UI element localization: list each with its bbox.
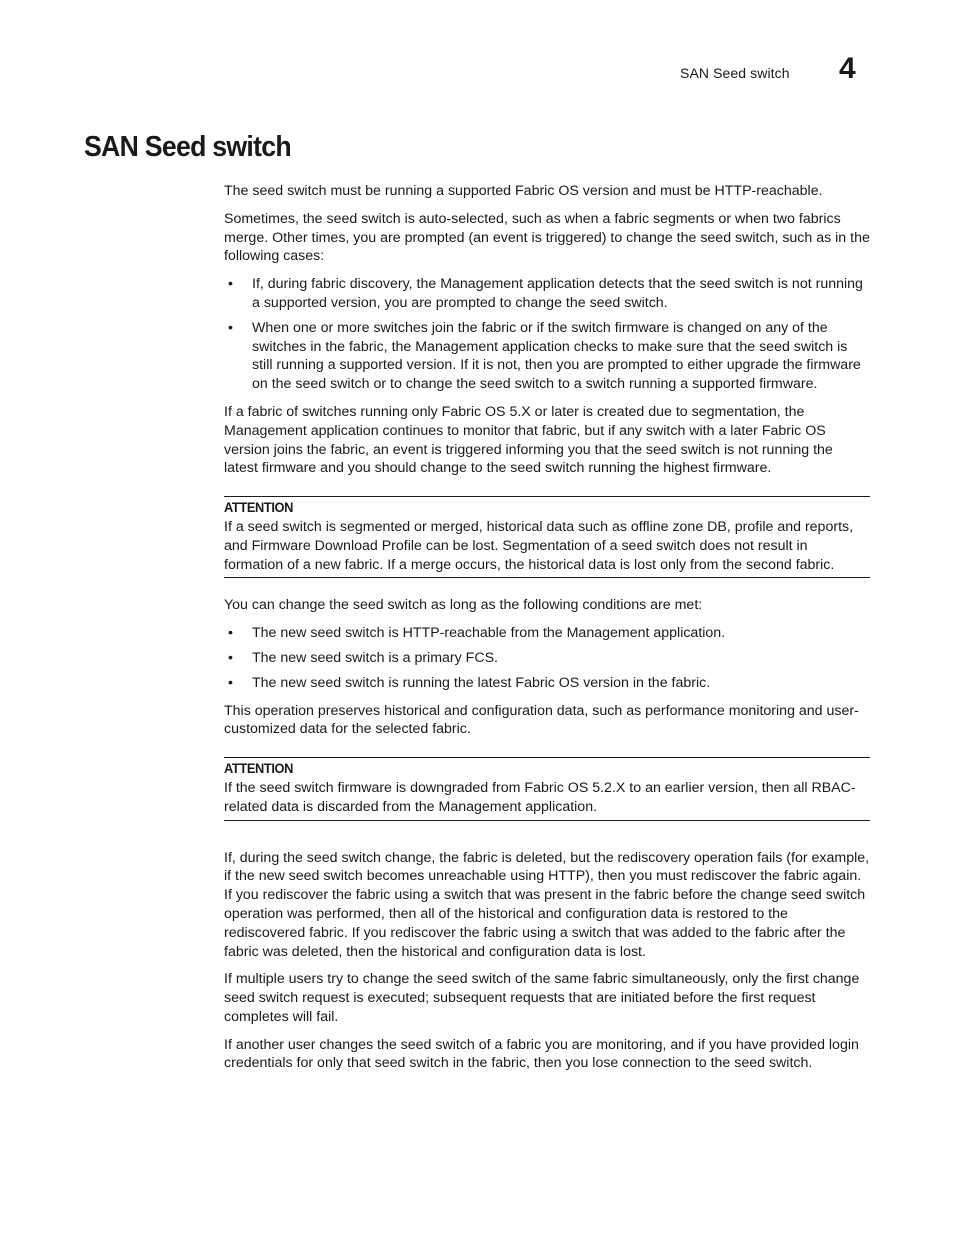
list-item-text: The new seed switch is running the latest Fabric OS version in the fabric. [252,674,711,691]
bullet-icon: • [228,625,233,642]
list-item [224,275,870,313]
attention-box [224,496,870,578]
paragraph: If, during the seed switch change, the fabric is deleted, but the rediscovery operation fails (for example, if the new seed switch becomes unreachable using HTTP), then you must rediscover the fabric again. If you rediscover the fabric using a switch that was present in the fabric before the change seed switch operation was performed, then all of the historical and configuration data is restored to the rediscovered fabric. If you rediscover the fabric using a switch that was added to the fabric after the fabric was deleted, then the historical and configuration data is lost. [224,849,870,960]
attention-text: If the seed switch firmware is downgraded from Fabric OS 5.2.X to an earlier version, then all RBAC-related data is discarded from the Management application. [224,779,856,815]
chapter-number: 4 [839,52,856,85]
attention-box [224,757,870,820]
bullet-icon: • [228,674,233,691]
bullet-icon: • [228,649,233,666]
cases-list [224,275,870,394]
list-item-text: The new seed switch is HTTP-reachable from the Management application. [252,625,726,642]
paragraph: This operation preserves historical and configuration data, such as performance monitoring and user-customized data for the selected fabric. [224,702,859,738]
bullet-icon: • [228,319,233,336]
list-item [224,319,870,394]
list-item-text: When one or more switches join the fabric or if the switch firmware is changed on any of the switches in the fabric, the Management application checks to make sure that the seed switch is still running a supported version. If it is not, then you are prompted to either upgrade the firmware on the seed switch or to change the seed switch to a switch running a supported firmware. [252,319,861,393]
attention-text: If a seed switch is segmented or merged, historical data such as offline zone DB, profile and reports, and Firmware Download Profile can be lost. Segmentation of a seed switch does not result in formation of a new fabric. If a merge occurs, the historical data is lost only from the second fabric. [224,518,854,573]
list-item-text: If, during fabric discovery, the Management application detects that the seed switch is not running a supported version, you are prompted to change the seed switch. [252,276,863,311]
paragraph: If a fabric of switches running only Fabric OS 5.X or later is created due to segmentation, the Management application continues to monitor that fabric, but if any switch with a later Fabric OS version joins the fabric, an event is triggered informing you that the seed switch is not running the latest firmware and you should change to the seed switch running the highest firmware. [224,403,833,477]
paragraph: Sometimes, the seed switch is auto-selected, such as when a fabric segments or when two fabrics merge. Other times, you are prompted (an event is triggered) to change the seed switch, such as in the following cases: [224,210,870,265]
attention-heading: ATTENTION [224,500,294,516]
conditions-list [224,624,870,692]
running-header-section: SAN Seed switch [680,65,790,81]
paragraph: If another user changes the seed switch of a fabric you are monitoring, and if you have provided login credentials for only that seed switch in the fabric, then you lose connection to the seed switch. [224,1036,859,1072]
list-item [224,624,870,643]
list-item-text: The new seed switch is a primary FCS. [252,649,498,666]
bullet-icon: • [228,276,233,293]
paragraph: If multiple users try to change the seed switch of the same fabric simultaneously, only the first change seed switch request is executed; subsequent requests that are initiated before the first request completes will fail. [224,971,860,1025]
body-content [224,182,870,1082]
list-item [224,649,870,668]
list-item [224,674,870,693]
page-title: SAN Seed switch [84,131,291,163]
attention-heading: ATTENTION [224,761,294,777]
paragraph: The seed switch must be running a supported Fabric OS version and must be HTTP-reachable. [224,183,823,199]
paragraph: You can change the seed switch as long as the following conditions are met: [224,597,703,614]
